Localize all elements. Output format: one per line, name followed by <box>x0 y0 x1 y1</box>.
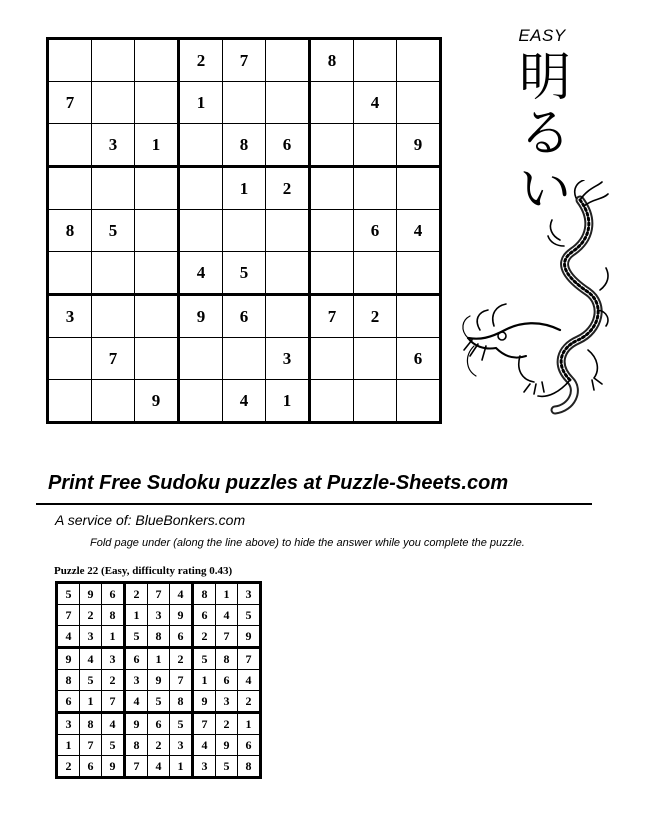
answer-cell: 6 <box>238 735 261 756</box>
puzzle-cell[interactable] <box>354 252 397 295</box>
puzzle-cell[interactable]: 7 <box>310 295 354 338</box>
answer-cell: 2 <box>57 756 80 778</box>
answer-cell: 4 <box>193 735 216 756</box>
puzzle-cell[interactable] <box>310 338 354 380</box>
puzzle-cell[interactable]: 5 <box>92 210 135 252</box>
puzzle-cell[interactable] <box>354 39 397 82</box>
answer-cell: 2 <box>125 583 148 605</box>
answer-cell: 4 <box>125 691 148 713</box>
grid-row <box>57 670 261 691</box>
puzzle-cell[interactable] <box>397 167 441 210</box>
puzzle-cell[interactable] <box>310 380 354 423</box>
grid-row <box>48 210 441 252</box>
answer-cell: 9 <box>238 626 261 648</box>
grid-row <box>57 691 261 713</box>
answer-cell: 1 <box>238 713 261 735</box>
answer-cell: 5 <box>57 583 80 605</box>
answer-cell: 3 <box>125 670 148 691</box>
grid-row <box>57 756 261 778</box>
puzzle-cell[interactable]: 8 <box>48 210 92 252</box>
puzzle-cell[interactable]: 8 <box>310 39 354 82</box>
answer-cell: 9 <box>216 735 238 756</box>
answer-cell: 8 <box>80 713 102 735</box>
answer-cell: 2 <box>216 713 238 735</box>
grid-row <box>48 380 441 423</box>
puzzle-cell[interactable]: 2 <box>354 295 397 338</box>
answer-cell: 8 <box>170 691 193 713</box>
answer-cell: 6 <box>148 713 170 735</box>
puzzle-cell[interactable] <box>266 252 310 295</box>
puzzle-cell[interactable] <box>135 39 179 82</box>
answer-cell: 3 <box>193 756 216 778</box>
puzzle-cell[interactable] <box>354 167 397 210</box>
answer-cell: 8 <box>102 605 125 626</box>
puzzle-cell[interactable]: 6 <box>266 124 310 167</box>
answer-cell: 7 <box>238 648 261 670</box>
answer-cell: 5 <box>216 756 238 778</box>
answer-cell: 5 <box>125 626 148 648</box>
grid-row <box>48 295 441 338</box>
answer-cell: 4 <box>148 756 170 778</box>
answer-cell: 4 <box>170 583 193 605</box>
puzzle-cell[interactable] <box>92 380 135 423</box>
answer-cell: 2 <box>238 691 261 713</box>
puzzle-cell[interactable]: 6 <box>397 338 441 380</box>
puzzle-cell[interactable] <box>48 39 92 82</box>
answer-cell: 7 <box>80 735 102 756</box>
puzzle-cell[interactable]: 1 <box>135 124 179 167</box>
grid-row <box>57 626 261 648</box>
answer-cell: 1 <box>57 735 80 756</box>
puzzle-cell[interactable]: 5 <box>223 252 266 295</box>
puzzle-cell[interactable]: 4 <box>354 82 397 124</box>
puzzle-cell[interactable] <box>310 252 354 295</box>
puzzle-cell[interactable] <box>135 167 179 210</box>
puzzle-cell[interactable] <box>48 124 92 167</box>
answer-cell: 2 <box>80 605 102 626</box>
grid-row <box>48 39 441 82</box>
grid-row <box>48 252 441 295</box>
sudoku-puzzle-grid <box>46 37 442 424</box>
puzzle-cell[interactable] <box>397 39 441 82</box>
puzzle-cell[interactable] <box>354 380 397 423</box>
answer-cell: 1 <box>148 648 170 670</box>
puzzle-cell[interactable]: 1 <box>266 380 310 423</box>
puzzle-cell[interactable] <box>310 210 354 252</box>
puzzle-cell[interactable] <box>135 252 179 295</box>
answer-cell: 1 <box>80 691 102 713</box>
puzzle-cell[interactable]: 7 <box>92 338 135 380</box>
puzzle-cell[interactable] <box>266 82 310 124</box>
grid-row <box>57 605 261 626</box>
puzzle-cell[interactable] <box>266 295 310 338</box>
answer-cell: 5 <box>148 691 170 713</box>
answer-cell: 8 <box>125 735 148 756</box>
answer-cell: 4 <box>216 605 238 626</box>
puzzle-cell[interactable] <box>310 167 354 210</box>
puzzle-cell[interactable] <box>266 210 310 252</box>
puzzle-cell[interactable] <box>92 82 135 124</box>
puzzle-cell[interactable] <box>48 338 92 380</box>
answer-cell: 3 <box>216 691 238 713</box>
fold-instructions: Fold page under (along the line above) to hide the answer while you complete the puzzle. <box>90 537 525 549</box>
answer-cell: 3 <box>170 735 193 756</box>
answer-cell: 3 <box>148 605 170 626</box>
answer-cell: 1 <box>125 605 148 626</box>
answer-cell: 7 <box>102 691 125 713</box>
grid-row <box>57 583 261 605</box>
answer-cell: 4 <box>57 626 80 648</box>
puzzle-cell[interactable] <box>223 210 266 252</box>
puzzle-cell[interactable] <box>179 338 223 380</box>
puzzle-cell[interactable]: 9 <box>397 124 441 167</box>
answer-cell: 7 <box>170 670 193 691</box>
answer-cell: 1 <box>102 626 125 648</box>
answer-cell: 7 <box>216 626 238 648</box>
puzzle-cell[interactable] <box>223 82 266 124</box>
puzzle-cell[interactable]: 2 <box>179 39 223 82</box>
answer-cell: 2 <box>170 648 193 670</box>
puzzle-cell[interactable] <box>354 338 397 380</box>
puzzle-cell[interactable]: 4 <box>397 210 441 252</box>
kanji-char: る <box>518 104 571 164</box>
answer-cell: 1 <box>170 756 193 778</box>
answer-cell: 8 <box>148 626 170 648</box>
puzzle-cell[interactable] <box>48 252 92 295</box>
puzzle-cell[interactable] <box>266 39 310 82</box>
answer-cell: 4 <box>102 713 125 735</box>
puzzle-cell[interactable] <box>135 210 179 252</box>
puzzle-cell[interactable]: 8 <box>223 124 266 167</box>
grid-row <box>48 338 441 380</box>
grid-row <box>57 648 261 670</box>
answer-cell: 8 <box>193 583 216 605</box>
answer-cell: 5 <box>238 605 261 626</box>
puzzle-cell[interactable]: 6 <box>223 295 266 338</box>
answer-cell: 6 <box>170 626 193 648</box>
puzzle-cell[interactable] <box>354 124 397 167</box>
puzzle-cell[interactable] <box>135 338 179 380</box>
fold-line <box>36 503 592 505</box>
answer-cell: 9 <box>102 756 125 778</box>
puzzle-cell[interactable] <box>310 124 354 167</box>
puzzle-cell[interactable] <box>92 167 135 210</box>
answer-cell: 2 <box>102 670 125 691</box>
puzzle-cell[interactable] <box>179 124 223 167</box>
answer-cell: 9 <box>80 583 102 605</box>
headline: Print Free Sudoku puzzles at Puzzle-Sheets.com <box>48 472 509 494</box>
answer-cell: 7 <box>148 583 170 605</box>
answer-cell: 6 <box>57 691 80 713</box>
grid-row <box>57 713 261 735</box>
puzzle-cell[interactable]: 7 <box>48 82 92 124</box>
answer-cell: 2 <box>193 626 216 648</box>
puzzle-cell[interactable] <box>397 252 441 295</box>
puzzle-cell[interactable]: 4 <box>179 252 223 295</box>
grid-row <box>57 735 261 756</box>
puzzle-cell[interactable]: 1 <box>179 82 223 124</box>
answer-cell: 9 <box>170 605 193 626</box>
puzzle-cell[interactable]: 7 <box>223 39 266 82</box>
puzzle-cell[interactable] <box>92 295 135 338</box>
puzzle-cell[interactable] <box>310 82 354 124</box>
answer-cell: 6 <box>102 583 125 605</box>
puzzle-cell[interactable] <box>179 167 223 210</box>
answer-cell: 4 <box>238 670 261 691</box>
answer-cell: 8 <box>238 756 261 778</box>
puzzle-cell[interactable] <box>92 39 135 82</box>
answer-cell: 5 <box>80 670 102 691</box>
puzzle-cell[interactable]: 3 <box>92 124 135 167</box>
answer-cell: 6 <box>80 756 102 778</box>
grid-row <box>48 124 441 167</box>
service-credit: A service of: BlueBonkers.com <box>55 512 246 528</box>
puzzle-cell[interactable] <box>397 82 441 124</box>
answer-cell: 3 <box>80 626 102 648</box>
kanji-char: い <box>518 160 571 220</box>
answer-cell: 8 <box>57 670 80 691</box>
puzzle-cell[interactable] <box>92 252 135 295</box>
grid-row <box>48 82 441 124</box>
puzzle-cell[interactable] <box>397 295 441 338</box>
answer-cell: 9 <box>148 670 170 691</box>
puzzle-cell[interactable]: 6 <box>354 210 397 252</box>
answer-cell: 3 <box>57 713 80 735</box>
answer-cell: 7 <box>57 605 80 626</box>
answer-cell: 2 <box>148 735 170 756</box>
answer-cell: 5 <box>170 713 193 735</box>
puzzle-cell[interactable]: 2 <box>266 167 310 210</box>
answer-cell: 1 <box>216 583 238 605</box>
answer-cell: 6 <box>193 605 216 626</box>
puzzle-cell[interactable]: 1 <box>223 167 266 210</box>
puzzle-cell[interactable]: 9 <box>179 295 223 338</box>
answer-cell: 5 <box>193 648 216 670</box>
puzzle-cell[interactable] <box>179 210 223 252</box>
answer-cell: 6 <box>216 670 238 691</box>
puzzle-cell[interactable] <box>223 338 266 380</box>
answer-cell: 9 <box>125 713 148 735</box>
kanji-char: 明 <box>518 48 571 108</box>
difficulty-label: EASY <box>518 26 566 45</box>
answer-cell: 8 <box>216 648 238 670</box>
puzzle-cell[interactable] <box>48 380 92 423</box>
puzzle-cell[interactable]: 3 <box>48 295 92 338</box>
puzzle-cell[interactable]: 3 <box>266 338 310 380</box>
puzzle-cell[interactable] <box>179 380 223 423</box>
puzzle-cell[interactable] <box>135 295 179 338</box>
answer-grid <box>55 581 262 779</box>
answer-cell: 9 <box>57 648 80 670</box>
answer-cell: 7 <box>125 756 148 778</box>
dragon-icon <box>460 180 610 420</box>
answer-cell: 6 <box>125 648 148 670</box>
answer-cell: 5 <box>102 735 125 756</box>
puzzle-cell[interactable] <box>48 167 92 210</box>
answer-cell: 3 <box>238 583 261 605</box>
puzzle-cell[interactable]: 9 <box>135 380 179 423</box>
answer-cell: 7 <box>193 713 216 735</box>
answer-title: Puzzle 22 (Easy, difficulty rating 0.43) <box>54 565 233 577</box>
answer-cell: 1 <box>193 670 216 691</box>
grid-row <box>48 167 441 210</box>
puzzle-cell[interactable] <box>397 380 441 423</box>
puzzle-cell[interactable] <box>135 82 179 124</box>
answer-cell: 9 <box>193 691 216 713</box>
answer-cell: 3 <box>102 648 125 670</box>
puzzle-cell[interactable]: 4 <box>223 380 266 423</box>
answer-cell: 4 <box>80 648 102 670</box>
